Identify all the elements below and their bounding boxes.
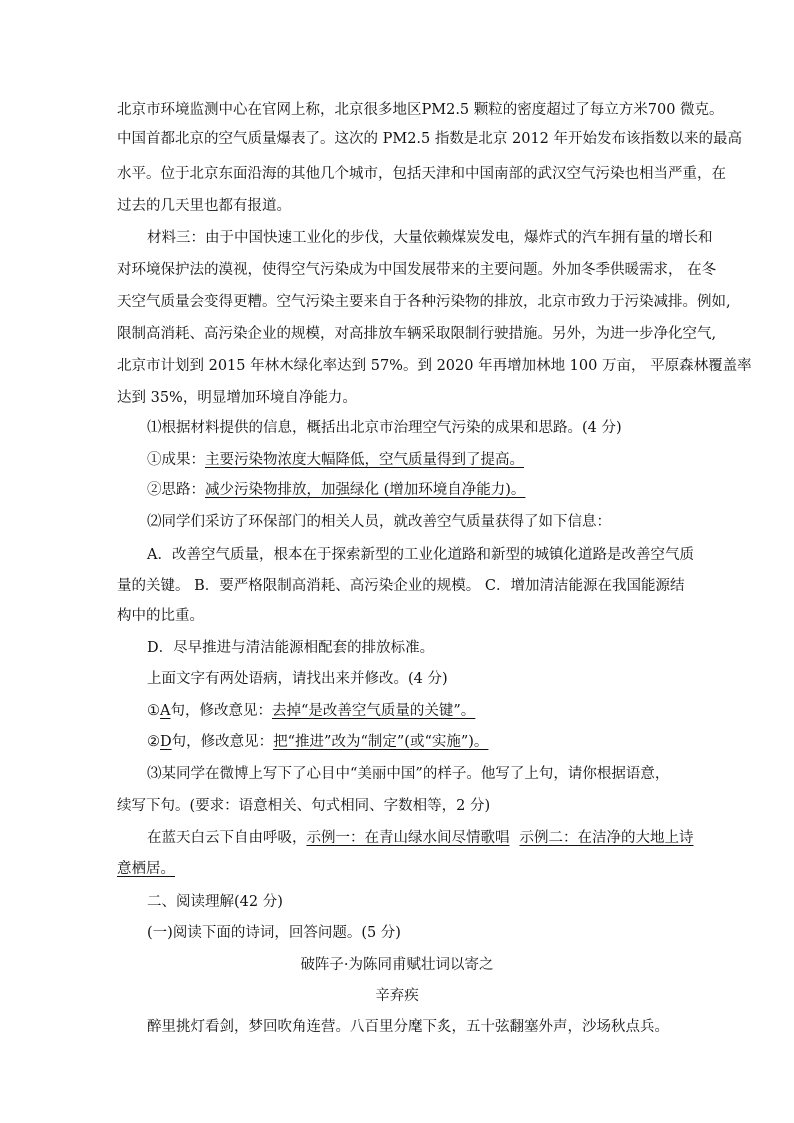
answer-prefix: ①成果： [147,452,205,468]
material-three-line: 达到 35%，明显增加环境自净能力。 [117,390,357,406]
example-2-cont: 意栖居。 [117,861,175,877]
given-sentence: 在蓝天白云下自由呼吸， [147,830,307,846]
example-2: 示例二：在洁净的大地上诗 [519,830,694,846]
section-heading: 二、阅读理解(42 分) [147,894,283,910]
question-2-option-line: 构中的比重。 [117,608,204,624]
question-3-answer [147,828,694,848]
question-1-answer-1 [147,450,524,470]
question-3-answer-cont [117,859,175,879]
question-1-prompt: ⑴根据材料提供的信息，概括出北京市治理空气污染的成果和思路。(4 分) [147,420,622,436]
passage-line: 过去的几天里也都有报道。 [117,198,291,214]
question-1-answer-2 [147,480,525,500]
material-three-line: 限制高消耗、高污染企业的规模，对高排放车辆采取限制行驶措施。另外，为进一步净化空气, [117,326,717,342]
example-1: 示例一：在青山绿水间尽情歌唱 [306,830,510,846]
answer-mid: 句，修改意见： [171,734,274,750]
question-3-prompt: ⑶某同学在微博上写下了心目中“美丽中国”的样子。他写了上句，请你根据语意， [147,766,670,782]
poem-author: 辛弃疾 [375,988,419,1004]
question-2-answer-1 [147,701,475,721]
answer-prefix: ② [147,734,160,750]
material-three-line: 材料三：由于中国快速工业化的步伐，大量依赖煤炭发电，爆炸式的汽车拥有量的增长和 [147,230,713,246]
passage-line: 北京市环境监测中心在官网上称，北京很多地区PM2.5 颗粒的密度超过了每立方米700 微克。 [117,102,724,118]
poem-line: 醉里挑灯看剑，梦回吹角连营。八百里分麾下炙，五十弦翻塞外声，沙场秋点兵。 [147,1019,669,1035]
answer-text: 把“推进”改为“制定”(或“实施”)。 [273,734,489,750]
answer-text: 减少污染物排放，加强绿化 (增加环境自净能力)。 [205,482,526,498]
answer-mid: 句，修改意见： [170,703,272,719]
material-three-line: 天空气质量会变得更糟。空气污染主要来自于各种污染物的排放，北京市致力于污染减排。例如, [117,294,731,310]
question-2-answer-2 [147,732,488,752]
question-3-prompt: 续写下句。(要求：语意相关、句式相同、字数相等，2 分) [117,798,491,814]
question-2-ask: 上面文字有两处语病，请找出来并修改。(4 分) [147,671,448,687]
answer-prefix: ① [147,703,160,719]
poem-title: 破阵子·为陈同甫赋壮词以寄之 [300,957,494,973]
passage-line: 中国首都北京的空气质量爆表了。这次的 PM2.5 指数是北京 2012 年开始发布该指数以来的最高 [117,131,742,147]
answer-letter: A [160,703,171,719]
answer-text: 去掉“是改善空气质量的关键”。 [271,703,476,719]
question-2-option-line: A．改善空气质量，根本在于探索新型的工业化道路和新型的城镇化道路是改善空气质 [147,547,694,563]
question-2-prompt: ⑵同学们采访了环保部门的相关人员，就改善空气质量获得了如下信息： [147,514,611,530]
material-three-line: 北京市计划到 2015 年林木绿化率达到 57%。到 2020 年再增加林地 100 万亩， 平原森林覆盖率 [117,358,752,374]
question-2-option-line: 量的关键。 B．要严格限制高消耗、高污染企业的规模。 C．增加清洁能源在我国能源结 [117,578,685,594]
material-three-line: 对环境保护法的漠视，使得空气污染成为中国发展带来的主要问题。外加冬季供暖需求， 在冬 [117,262,717,278]
answer-letter: D [160,734,172,750]
section-subheading: (一)阅读下面的诗词，回答问题。(5 分) [147,925,401,941]
answer-prefix: ②思路： [147,482,205,498]
passage-line: 水平。位于北京东面沿海的其他几个城市，包括天津和中国南部的武汉空气污染也相当严重，在 [117,166,726,182]
answer-text: 主要污染物浓度大幅降低，空气质量得到了提高。 [205,452,524,468]
question-2-option-d: D．尽早推进与清洁能源相配套的排放标准。 [147,640,435,656]
